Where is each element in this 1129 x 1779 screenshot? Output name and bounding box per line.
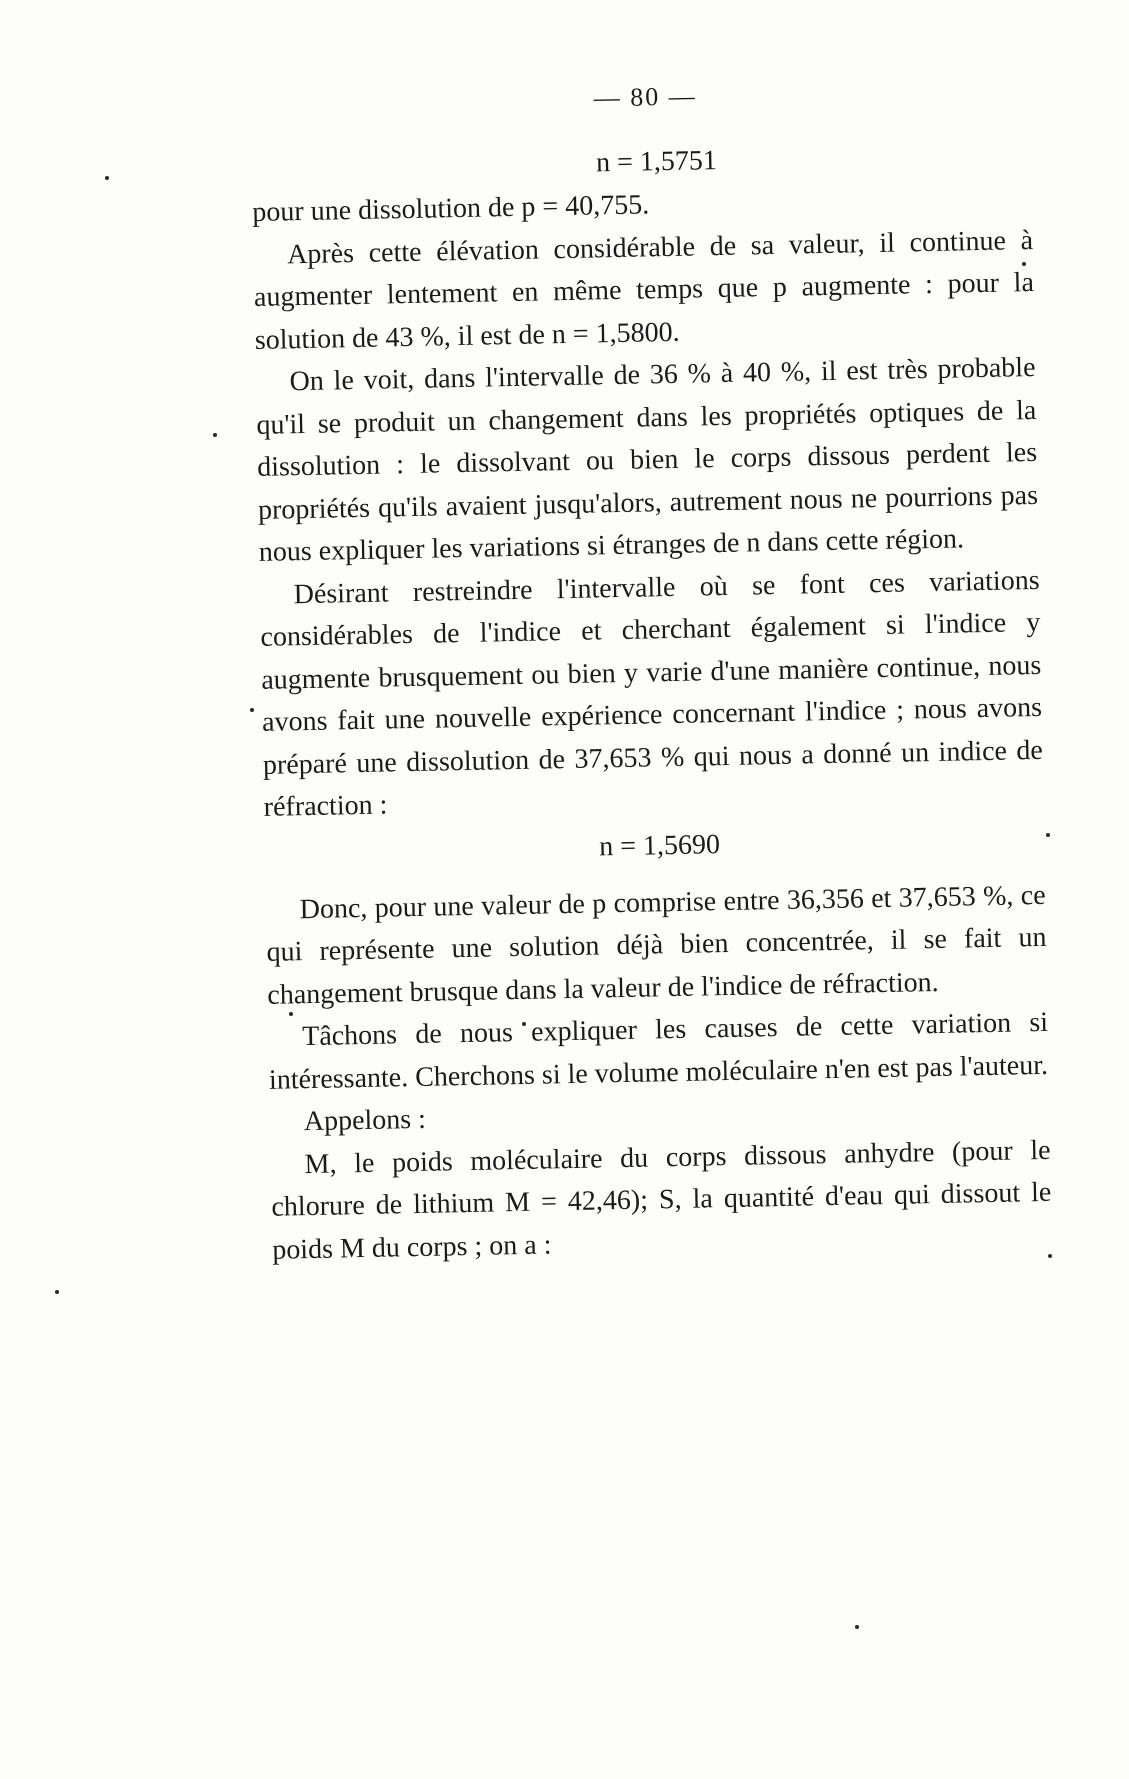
page-number: — 80 — xyxy=(593,81,697,113)
paragraph: M, le poids moléculaire du corps dissous anhydre (pour le chlorure de lithium M = 42,46); S, la quantité d'eau qui dissout le poids M du corps ; on a : xyxy=(271,1134,1052,1266)
ink-speck xyxy=(213,433,217,437)
paragraph: Tâchons de nous expliquer les causes de cette variation si intéressante. Cherchons si le volume moléculaire n'en est pas l'auteur. xyxy=(268,1006,1049,1096)
paragraph: Appelons : xyxy=(303,1103,427,1138)
ink-speck xyxy=(250,708,254,712)
paragraph: Donc, pour une valeur de p comprise entre 36,356 et 37,653 %, ce qui représente une solution déjà bien concentrée, il se fait un changement brusque dans la valeur de l'indice de réfraction. xyxy=(266,879,1047,1011)
paragraph: Après cette élévation considérable de sa valeur, il continue à augmenter lentement en même temps que p augmente : pour la solution de 43 %, il est de n = 1,5800. xyxy=(253,224,1035,356)
ink-speck xyxy=(55,1290,59,1294)
ink-speck xyxy=(855,1625,859,1629)
page-text xyxy=(250,75,1053,1272)
formula-refractive-index-1: n = 1,5751 xyxy=(595,145,718,179)
paragraph: Désirant restreindre l'intervalle où se font ces variations considérables de l'indice et cherchant également si l'indice y augmente brusquement ou bien y varie d'une manière continue, nous avons fait une nouvelle expérience concernant l'indice ; nous avons préparé une dissolution de 37,653 % qui nous a donné un indice de réfraction : xyxy=(260,564,1044,823)
paragraph: On le voit, dans l'intervalle de 36 % à 40 %, il est très probable qu'il se produit un changement dans les propriétés optiques de la dissolution : le dissolvant ou bien le corps dissous perdent les propriétés qu'ils avaient jusqu'alors, autrement nous ne pourrions pas nous expliquer les variations si étranges de n dans cette région. xyxy=(256,351,1039,568)
ink-speck xyxy=(105,176,109,180)
formula-refractive-index-2: n = 1,5690 xyxy=(598,828,721,862)
ink-speck xyxy=(1046,833,1050,837)
paragraph: pour une dissolution de p = 40,755. xyxy=(252,189,650,228)
